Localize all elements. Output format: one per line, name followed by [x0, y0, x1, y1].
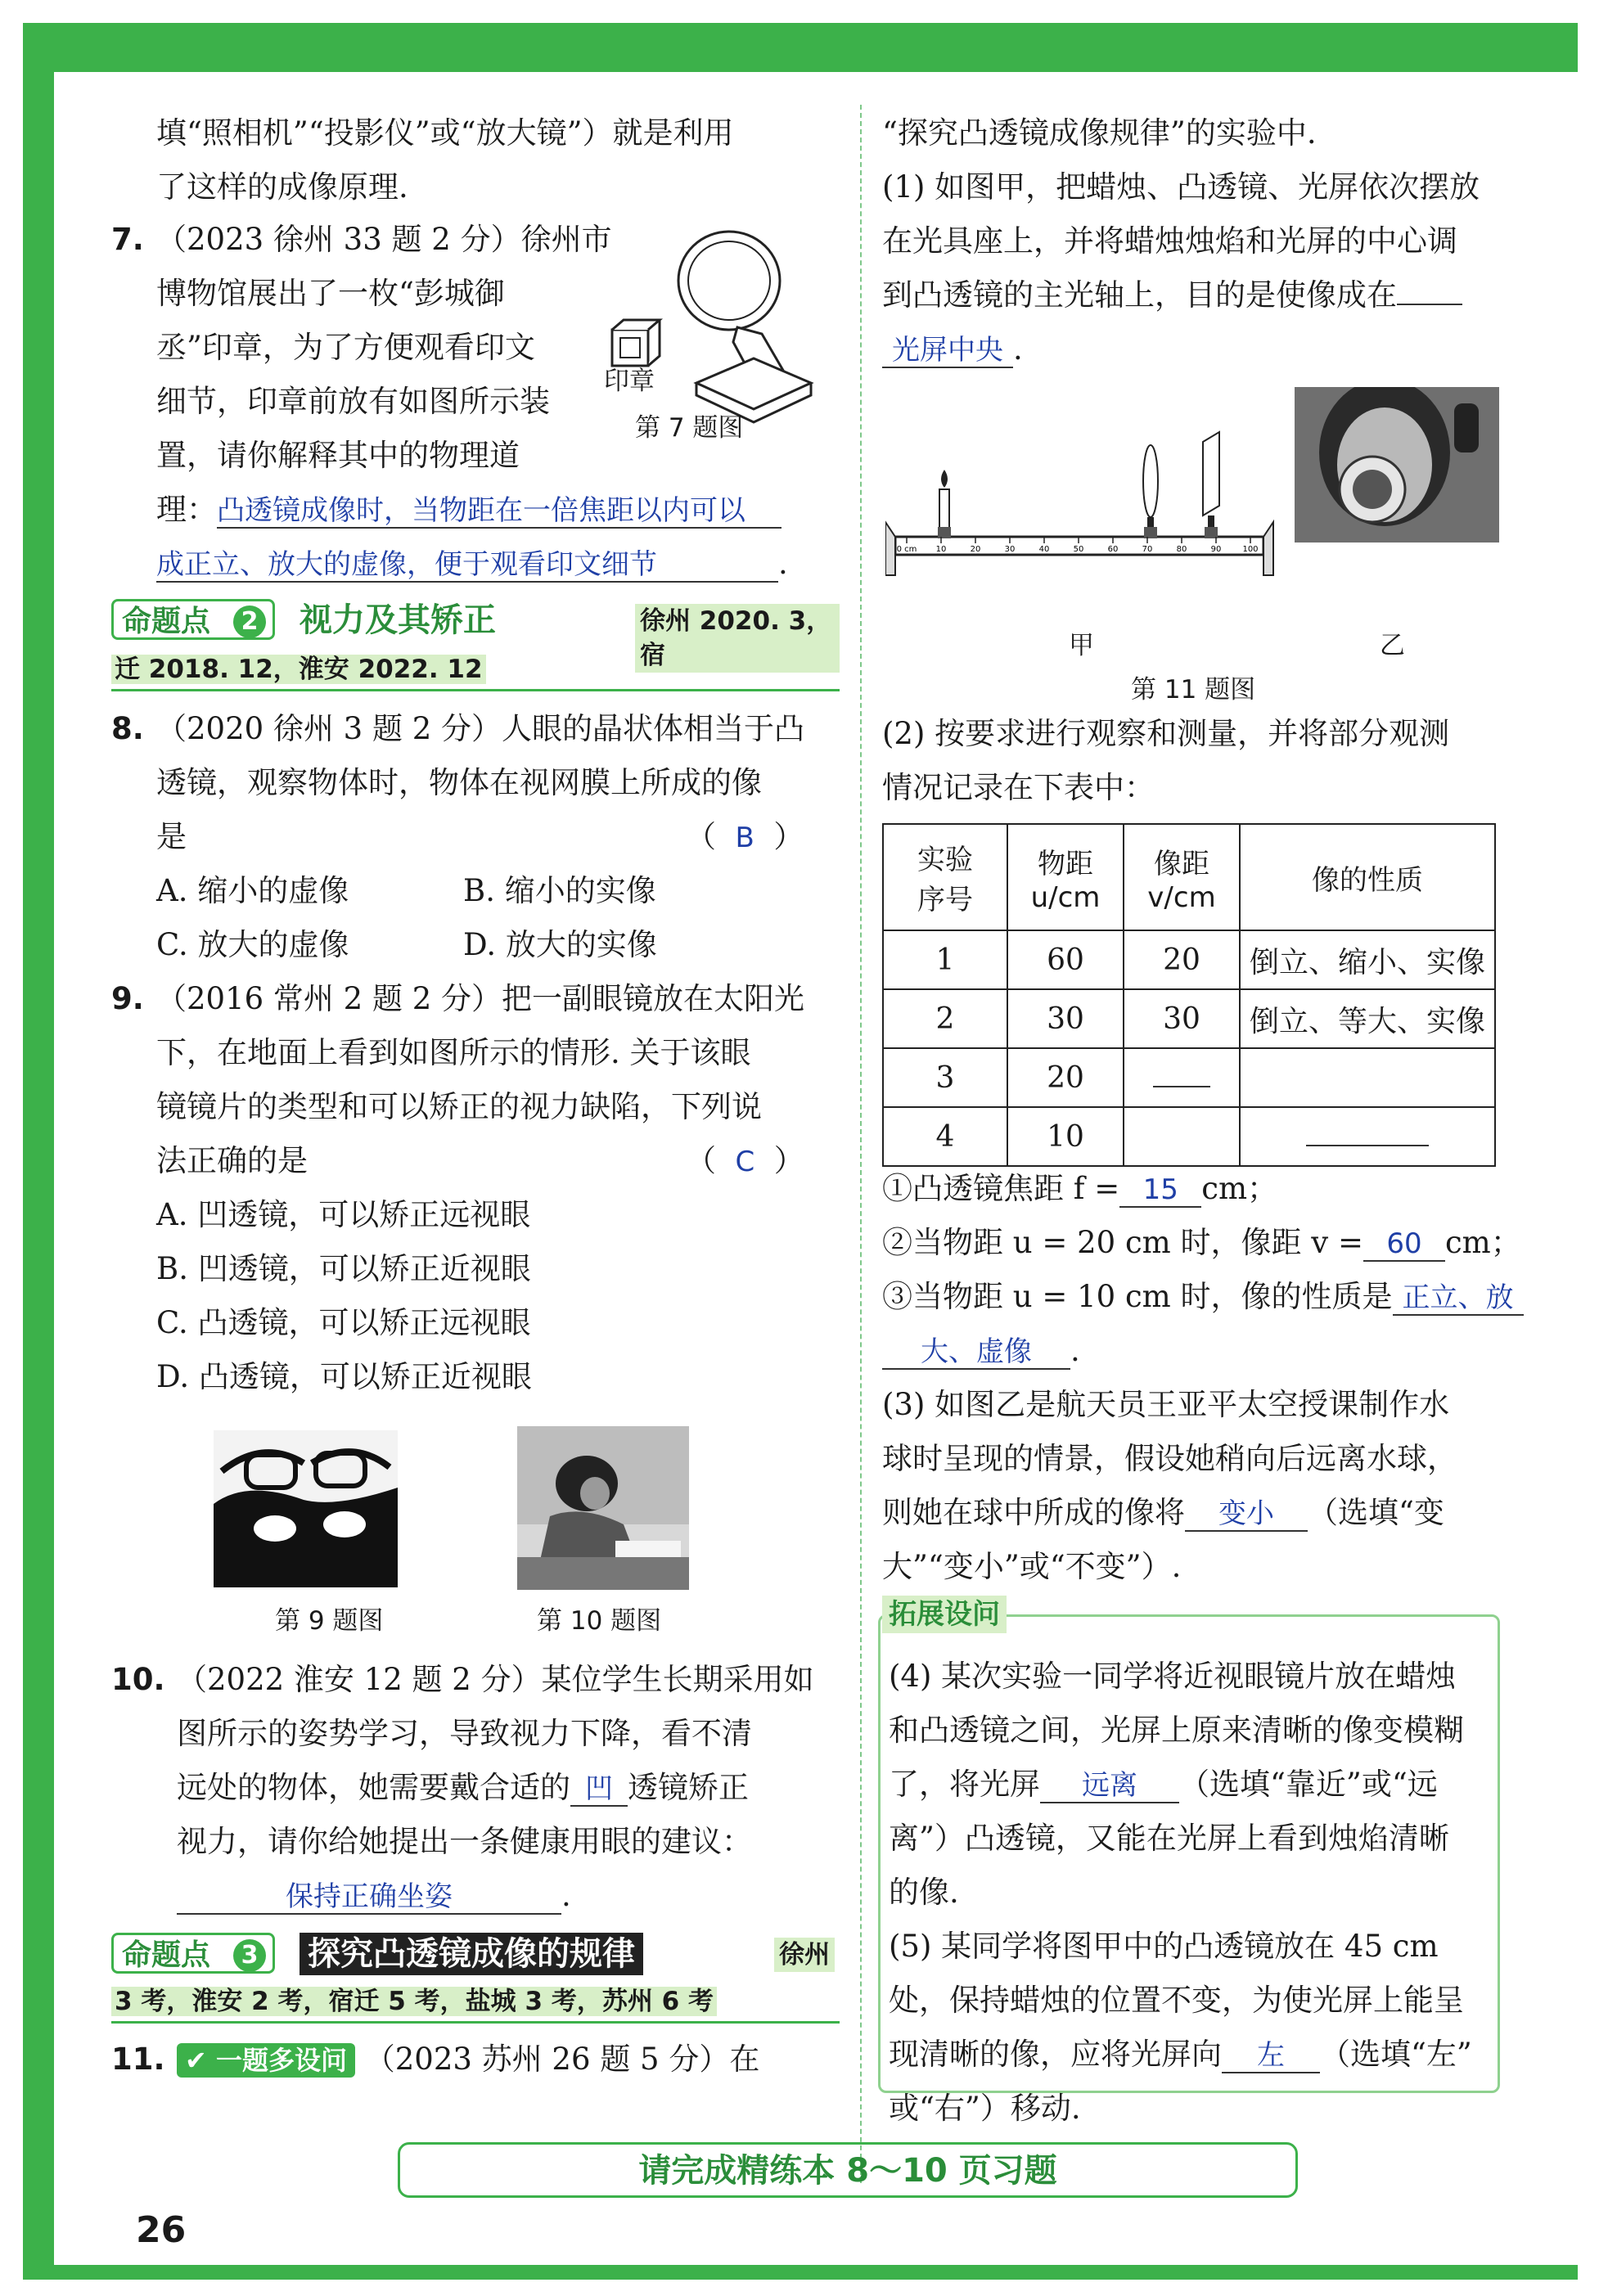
p4-line-1: (4) 某次实验一同学将近视眼镜片放在蜡烛: [889, 1659, 1457, 1694]
ruler-tick-label: 20: [970, 545, 981, 554]
cell-u: 10: [1007, 1107, 1124, 1166]
q7-figure-caption: 第 7 题图: [635, 413, 744, 443]
ruler-tick-label: 50: [1073, 545, 1084, 554]
section-3-source-line: [111, 1982, 840, 2024]
expand-tag: 拓展设问: [882, 1596, 1007, 1633]
header-image-distance-1: 像距: [1154, 847, 1209, 880]
q8-line-2: 透镜，观察物体时，物体在视网膜上所成的像: [156, 765, 762, 800]
page-number: 26: [136, 2209, 187, 2251]
s1-pre: ①凸透镜焦距 f =: [882, 1171, 1120, 1206]
section-3-source-2: 3 考，淮安 2 考，宿迁 5 考，盐城 3 考，苏州 6 考: [111, 1987, 717, 2016]
q10-line-2: 图所示的姿势学习，导致视力下降，看不清: [177, 1716, 752, 1751]
header-image-distance-2: v/cm: [1147, 880, 1216, 914]
q7-line-4: 细节，印章前放有如图所示装: [156, 384, 550, 419]
p1-line-3: [882, 277, 1462, 314]
s3-line: [882, 1278, 1524, 1316]
q8-option-b: B. 缩小的实像: [463, 873, 656, 908]
table-row: [883, 1048, 1495, 1107]
ruler-tick-label: 80: [1176, 545, 1187, 554]
p4-line-3b: （选填“靠近”或“远: [1179, 1767, 1438, 1802]
q10-line-1: （2022 淮安 12 题 2 分）某位学生长期采用如: [177, 1662, 814, 1697]
q10-line-3b: 透镜矫正: [628, 1770, 749, 1805]
page-frame-top: [23, 23, 1578, 72]
header-experiment-no-1: 实验: [917, 844, 973, 876]
p4-line-2: 和凸透镜之间，光屏上原来清晰的像变模糊: [889, 1713, 1464, 1748]
cell-v: 20: [1124, 930, 1240, 989]
p3-answer: 变小: [1185, 1497, 1308, 1532]
p5-line-1: (5) 某同学将图甲中的凸透镜放在 45 cm: [889, 1929, 1439, 1964]
q8-answer: B: [735, 822, 754, 854]
q9-line-4: 法正确的是: [156, 1143, 308, 1178]
glasses-shadow-photo: [214, 1430, 398, 1587]
s3-end: .: [1070, 1333, 1080, 1368]
section-2-number: 2: [233, 606, 266, 638]
p1-end: .: [1013, 331, 1023, 367]
q8-answer-bracket: （ B ）: [686, 819, 804, 854]
cell-property: 倒立、缩小、实像: [1240, 930, 1495, 989]
q11-figure-jia: [885, 391, 1278, 620]
ruler-tick-label: 40: [1038, 545, 1050, 554]
q9-line-2: 下，在地面上看到如图所示的情形. 关于该眼: [156, 1035, 751, 1070]
cell-u: 30: [1007, 989, 1124, 1048]
q11-line-1: [177, 2041, 759, 2078]
q10-answer-2: 保持正确坐姿: [177, 1880, 561, 1915]
fig11-jia-label: 甲: [1069, 631, 1094, 660]
q7-line-7: [156, 545, 788, 583]
q10-line-4: 视力，请你给她提出一条健康用眼的建议：: [177, 1824, 752, 1859]
q9-line-1: （2016 常州 2 题 2 分）把一副眼镜放在太阳光: [156, 981, 805, 1016]
s2-answer: 60: [1363, 1227, 1445, 1262]
header-object-distance-2: u/cm: [1030, 880, 1101, 914]
cell-no: 3: [883, 1048, 1007, 1107]
ruler-tick-label: 0 cm: [896, 545, 917, 554]
q8-line-1: （2020 徐州 3 题 2 分）人眼的晶状体相当于凸: [156, 711, 805, 746]
observation-table: [882, 823, 1496, 1167]
p3-line-3a: 则她在球中所成的像将: [882, 1495, 1185, 1530]
p3-line-2: 球时呈现的情景，假设她稍向后远离水球，: [882, 1441, 1457, 1476]
q7-number: 7.: [111, 222, 144, 257]
q7-line-5: 置，请你解释其中的物理道: [156, 438, 520, 473]
q10-line-5: [177, 1877, 571, 1915]
section-3-title: 探究凸透镜成像的规律: [300, 1933, 643, 1975]
s1-post: cm；: [1201, 1171, 1278, 1206]
candle-icon: [938, 470, 951, 538]
q9-answer: C: [735, 1146, 755, 1178]
q9-number: 9.: [111, 981, 144, 1016]
p4-answer: 远离: [1040, 1769, 1179, 1803]
cell-property-blank: [1240, 1107, 1495, 1166]
q7-prefix: 理：: [156, 492, 217, 527]
cell-property: [1240, 1048, 1495, 1107]
section-3-tag: [111, 1933, 275, 1974]
section-3-header: [111, 1929, 840, 1979]
cell-no: 1: [883, 930, 1007, 989]
cell-property-blank-line: [1306, 1145, 1429, 1146]
ruler-tick-label: 70: [1142, 545, 1153, 554]
q11-figure-yi: [1295, 387, 1499, 542]
q9-figure: [214, 1430, 398, 1587]
table-row: [883, 989, 1495, 1048]
q9-option-b: B. 凹透镜，可以矫正近视眼: [156, 1251, 531, 1286]
p1-answer: 光屏中央: [882, 334, 1013, 368]
p3-line-1: (3) 如图乙是航天员王亚平太空授课制作水: [882, 1387, 1450, 1422]
optical-bench-diagram: [885, 391, 1278, 620]
table-header-row: [883, 824, 1495, 930]
p3-line-3: [882, 1494, 1444, 1532]
fig11-caption: 第 11 题图: [1131, 675, 1256, 705]
s3-pre: ③当物距 u = 10 cm 时，像的性质是: [882, 1279, 1393, 1314]
q8-option-c: C. 放大的虚像: [156, 927, 349, 962]
s1-answer: 15: [1119, 1173, 1201, 1208]
water-ball-photo: [1295, 387, 1499, 542]
ruler-tick-label: 10: [935, 545, 947, 554]
q9-line-3: 镜镜片的类型和可以矫正的视力缺陷，下列说: [156, 1089, 762, 1124]
footer-instruction: 请完成精练本 8～10 页习题: [398, 2142, 1298, 2198]
p5-line-3b: （选填“左”: [1320, 2037, 1472, 2072]
p4-line-4: 离”）凸透镜，又能在光屏上看到烛焰清晰: [889, 1821, 1449, 1856]
q7-line-3: 丞”印章，为了方便观看印文: [156, 330, 535, 365]
q7-line-2: 博物馆展出了一枚“彭城御: [156, 276, 505, 311]
section-3-number: 3: [233, 1939, 266, 1972]
fig11-yi-label: 乙: [1380, 631, 1405, 660]
header-experiment-no: [883, 824, 1007, 930]
q9-figure-caption: 第 9 题图: [275, 1606, 384, 1636]
q7-answer-line-1: 凸透镜成像时，当物距在一倍焦距以内可以: [217, 494, 781, 529]
p5-line-2: 处，保持蜡烛的位置不变，为使光屏上能呈: [889, 1983, 1464, 2018]
r-line-1: “探究凸透镜成像规律”的实验中.: [882, 115, 1317, 151]
p2-line-1: (2) 按要求进行观察和测量，并将部分观测: [882, 716, 1450, 751]
q8-option-a: A. 缩小的虚像: [156, 873, 349, 908]
page-frame-left: [23, 23, 54, 2273]
cell-v-blank-line: [1153, 1086, 1210, 1087]
column-divider: [860, 105, 862, 2183]
p3-line-3b: （选填“变: [1308, 1495, 1444, 1530]
intro-line-2: 了这样的成像原理.: [156, 169, 408, 205]
q7-end: .: [778, 546, 788, 581]
light-screen-icon: [1203, 432, 1219, 538]
cell-v-blank: [1124, 1048, 1240, 1107]
p5-line-3a: 现清晰的像，应将光屏向: [889, 2037, 1222, 2072]
q9-option-d: D. 凸透镜，可以矫正近视眼: [156, 1359, 532, 1394]
q11-text: （2023 苏州 26 题 5 分）在: [364, 2042, 760, 2077]
s3-answer-1: 正立、放: [1393, 1281, 1524, 1316]
cell-property: 倒立、等大、实像: [1240, 989, 1495, 1048]
q10-end: .: [561, 1878, 571, 1913]
section-2-title: 视力及其矫正: [300, 601, 496, 639]
q10-answer-1: 凹: [570, 1772, 628, 1807]
section-2-tag: [111, 599, 275, 640]
q11-tag: ✔ 一题多设问: [177, 2043, 355, 2078]
table-row: [883, 930, 1495, 989]
q10-line-3a: 远处的物体，她需要戴合适的: [177, 1770, 570, 1805]
s2-pre: ②当物距 u = 20 cm 时，像距 v =: [882, 1225, 1363, 1260]
q7-answer-line-2: 成正立、放大的虚像，便于观看印文细节: [156, 548, 778, 583]
convex-lens-icon: [1143, 445, 1158, 538]
p1-line-4: [882, 331, 1023, 368]
p5-answer: 左: [1222, 2039, 1320, 2073]
p4-line-5: 的像.: [889, 1875, 959, 1910]
section-2-source-2: 迁 2018. 12，淮安 2022. 12: [111, 655, 486, 684]
cell-v: [1124, 1107, 1240, 1166]
q8-number: 8.: [111, 711, 144, 746]
header-experiment-no-2: 序号: [917, 884, 973, 916]
ruler-tick-label: 30: [1004, 545, 1016, 554]
q8-line-3: 是: [156, 819, 187, 854]
header-image-property: 像的性质: [1240, 824, 1495, 930]
q10-line-3: [177, 1769, 749, 1807]
s2-post: cm；: [1444, 1225, 1521, 1260]
q7-line-6: [156, 491, 781, 529]
section-2-tag-text: 命题点: [122, 605, 211, 638]
p2-line-2: 情况记录在下表中：: [882, 770, 1155, 805]
q10-figure-caption: 第 10 题图: [537, 1606, 662, 1636]
p4-line-3: [889, 1766, 1438, 1803]
s3-answer-2: 大、虚像: [882, 1335, 1070, 1370]
s2-line: [882, 1224, 1521, 1262]
q10-figure: [517, 1426, 689, 1590]
cell-u: 20: [1007, 1048, 1124, 1107]
section-2-source-line: [111, 650, 840, 691]
p5-line-4: 或“右”）移动.: [889, 2091, 1081, 2126]
ruler-tick-label: 60: [1107, 545, 1119, 554]
section-3-tag-text: 命题点: [122, 1938, 211, 1972]
q7-figure-label: 印章: [604, 367, 655, 396]
p4-line-3a: 了，将光屏: [889, 1767, 1040, 1802]
header-object-distance: [1007, 824, 1124, 930]
p3-line-4: 大”“变小”或“不变”）.: [882, 1549, 1182, 1584]
cell-no: 2: [883, 989, 1007, 1048]
p5-line-3: [889, 2036, 1472, 2073]
p1-blank-start: [1397, 304, 1462, 305]
q11-number: 11.: [111, 2042, 165, 2077]
cell-u: 60: [1007, 930, 1124, 989]
q9-answer-bracket: （ C ）: [686, 1143, 804, 1178]
q7-line-1: （2023 徐州 33 题 2 分）徐州市: [156, 222, 612, 257]
section-2-source-1: 徐州 2020. 3，宿: [635, 604, 840, 673]
cell-no: 4: [883, 1107, 1007, 1166]
p1-line-3-text: 到凸透镜的主光轴上，目的是使像成在: [882, 277, 1397, 313]
s3-line-2: [882, 1332, 1080, 1370]
q8-option-d: D. 放大的实像: [463, 927, 657, 962]
table-row: [883, 1107, 1495, 1166]
student-posture-photo: [517, 1426, 689, 1590]
section-3-source-1: 徐州: [774, 1938, 835, 1972]
q9-option-a: A. 凹透镜，可以矫正远视眼: [156, 1197, 531, 1232]
cell-v: 30: [1124, 989, 1240, 1048]
p1-line-1: (1) 如图甲，把蜡烛、凸透镜、光屏依次摆放: [882, 169, 1480, 205]
page: [54, 72, 1578, 2265]
s1-line: [882, 1170, 1277, 1208]
intro-line-1: 填“照相机”“投影仪”或“放大镜”）就是利用: [156, 115, 734, 151]
header-object-distance-1: 物距: [1038, 847, 1093, 880]
q10-number: 10.: [111, 1662, 165, 1697]
ruler-tick-label: 90: [1210, 545, 1222, 554]
page-frame-bottom: [23, 2265, 1578, 2280]
q9-option-c: C. 凸透镜，可以矫正远视眼: [156, 1305, 531, 1340]
ruler-tick-label: 100: [1242, 545, 1259, 554]
header-image-distance: [1124, 824, 1240, 930]
p1-line-2: 在光具座上，并将蜡烛烛焰和光屏的中心调: [882, 223, 1457, 259]
